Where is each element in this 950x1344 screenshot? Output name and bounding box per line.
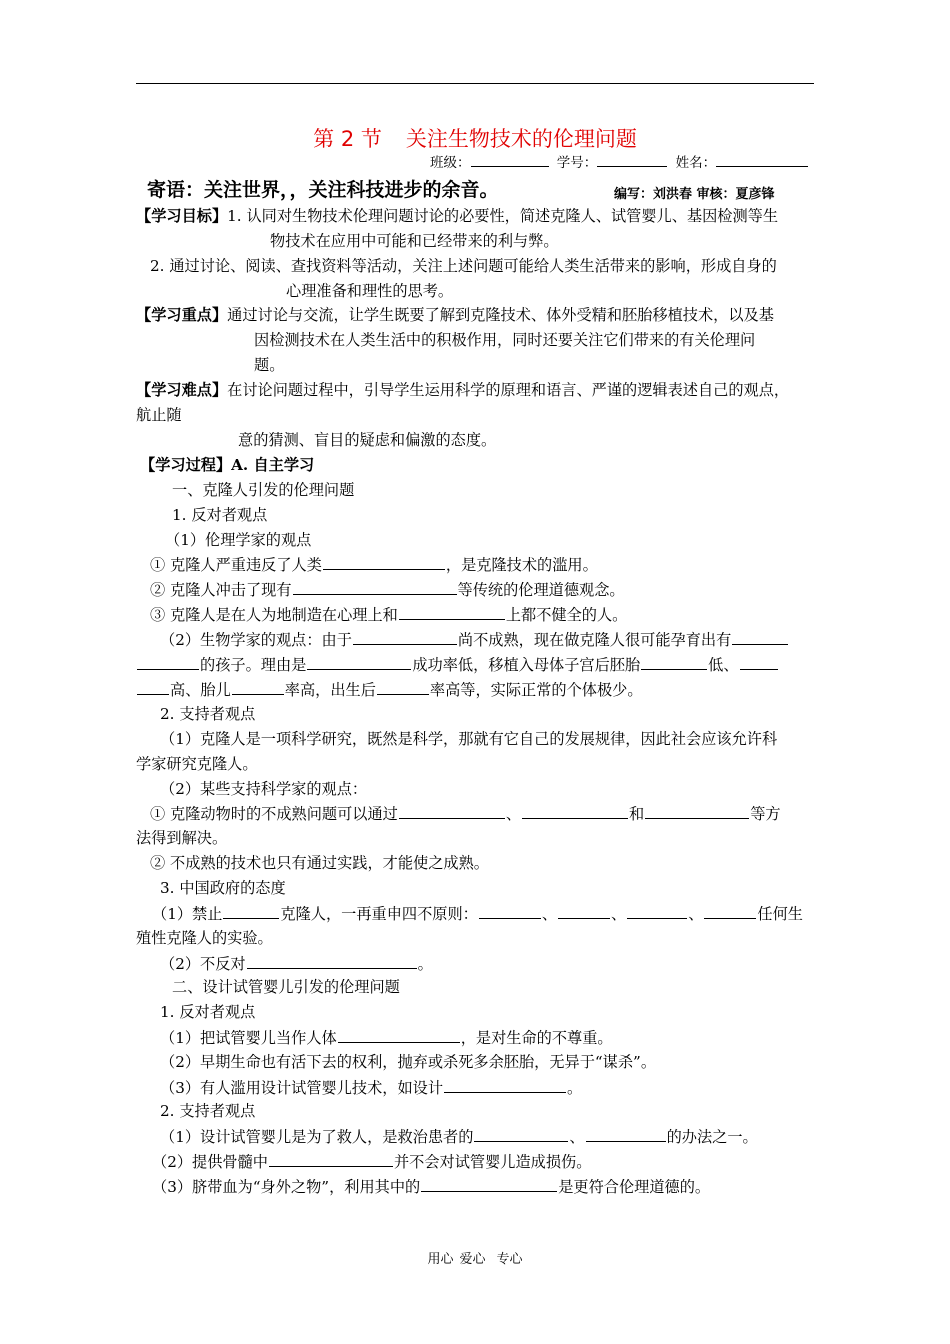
s1-sup1-b: 学家研究克隆人。 xyxy=(136,755,258,773)
blank[interactable] xyxy=(293,579,457,595)
class-blank[interactable] xyxy=(471,154,549,167)
blank[interactable] xyxy=(307,654,411,670)
blank[interactable] xyxy=(474,1126,568,1142)
s1-gov-2: （2）不反对 。 xyxy=(160,955,433,973)
blank[interactable] xyxy=(586,1126,666,1142)
s2-p1: （1）设计试管婴儿是为了救人，是救治患者的 、 的办法之一。 xyxy=(160,1128,758,1146)
number-label: 学号： xyxy=(556,155,598,171)
blank[interactable] xyxy=(704,903,756,919)
blank[interactable] xyxy=(323,554,445,570)
difficulty-line-3: 意的猜测、盲目的疑虑和偏激的态度。 xyxy=(238,431,497,449)
blank[interactable] xyxy=(444,1077,566,1093)
goals-label: 【学习目标】 xyxy=(136,207,228,225)
blank[interactable] xyxy=(641,654,707,670)
s2-oppose: 1. 反对者观点 xyxy=(160,1003,256,1021)
name-label: 姓名： xyxy=(675,155,717,171)
process-heading xyxy=(140,455,314,475)
blank[interactable] xyxy=(269,1151,393,1167)
header-rule xyxy=(136,83,814,84)
footer xyxy=(0,1248,950,1267)
s1-sup2: （2）某些支持科学家的观点： xyxy=(160,780,368,798)
blank[interactable] xyxy=(399,604,505,620)
focus-label: 【学习重点】 xyxy=(136,306,228,324)
focus-text: 通过讨论与交流，让学生既要了解到克隆技术、体外受精和胚胎移植技术，以及基 xyxy=(227,306,774,324)
blank[interactable] xyxy=(399,803,505,819)
blank[interactable] xyxy=(137,679,169,695)
blank[interactable] xyxy=(558,903,610,919)
s1-sup2-1-cont: 法得到解决。 xyxy=(136,829,228,847)
s2-o1: （1）把试管婴儿当作人体 ，是对生命的不尊重。 xyxy=(160,1029,613,1047)
process-sub: A. 自主学习 xyxy=(231,456,315,474)
motto: 寄语：关注世界，，关注科技进步的余音。 xyxy=(147,179,499,201)
number-blank[interactable] xyxy=(597,154,667,167)
goal-1-text: 1. 认同对生物技术伦理问题讨论的必要性，简述克隆人、试管婴儿、基因检测等生 xyxy=(227,207,779,225)
s1-gov: 3. 中国政府的态度 xyxy=(160,879,286,897)
page-title xyxy=(0,123,950,153)
s1-e2: ② 克隆人冲击了现有 等传统的伦理道德观念。 xyxy=(150,581,625,599)
blank[interactable] xyxy=(377,679,429,695)
section-name: 关注生物技术的伦理问题 xyxy=(405,127,637,151)
focus-line-2: 因检测技术在人类生活中的积极作用，同时还要关注它们带来的有关伦理问 xyxy=(254,331,756,349)
blank[interactable] xyxy=(479,903,541,919)
s1-bio-2: 的孩子。理由是 成功率低，移植入母体子宫后胚胎 低、 xyxy=(136,654,779,675)
s2-p3: （3）脐带血为“身外之物”，利用其中的 是更符合伦理道德的。 xyxy=(152,1178,711,1196)
focus-line-3: 题。 xyxy=(254,356,285,374)
s1-e1: ① 克隆人严重违反了人类 ，是克隆技术的滥用。 xyxy=(150,556,598,574)
s2-support: 2. 支持者观点 xyxy=(160,1102,256,1120)
editors: 编写：刘洪春 审核：夏彦锋 xyxy=(614,187,775,202)
goals-line-3: 2. 通过讨论、阅读、查找资料等活动，关注上述问题可能给人类生活带来的影响，形成自身的 xyxy=(150,257,777,275)
goals-line-2: 物技术在应用中可能和已经带来的利与弊。 xyxy=(270,232,559,250)
class-label: 班级： xyxy=(430,155,471,171)
difficulty-label: 【学习难点】 xyxy=(136,381,228,399)
s1-e3: ③ 克隆人是在人为地制造在心理上和 上都不健全的人。 xyxy=(150,606,628,624)
blank[interactable] xyxy=(522,803,628,819)
blank[interactable] xyxy=(627,903,687,919)
s2-p2: （2）提供骨髓中 并不会对试管婴儿造成损伤。 xyxy=(152,1153,592,1171)
s1-bio-3: 高、胎儿 率高，出生后 率高等，实际正常的个体极少。 xyxy=(136,679,643,700)
name-blank[interactable] xyxy=(716,154,808,167)
s1-support: 2. 支持者观点 xyxy=(160,705,256,723)
s1-title: 一、克隆人引发的伦理问题 xyxy=(172,481,355,499)
blank[interactable] xyxy=(353,629,457,645)
blank[interactable] xyxy=(232,679,284,695)
s1-bio-1: （2）生物学家的观点：由于 尚不成熟，现在做克隆人很可能孕育出有 xyxy=(160,629,789,650)
blank[interactable] xyxy=(338,1027,460,1043)
s1-gov-1: （1）禁止 克隆人，一再重申四不原则： 、 、 、 任何生 xyxy=(152,905,803,923)
blank[interactable] xyxy=(137,654,199,670)
blank[interactable] xyxy=(247,953,417,969)
s1-sup2-2: ② 不成熟的技术也只有通过实践，才能使之成熟。 xyxy=(150,854,489,872)
difficulty-line-2: 航止随 xyxy=(136,406,182,424)
s1-sup2-1: ① 克隆动物时的不成熟问题可以通过 、 和 等方 xyxy=(150,805,781,823)
s2-title: 二、设计试管婴儿引发的伦理问题 xyxy=(172,978,400,996)
student-info xyxy=(430,151,808,171)
s1-gov-1-cont: 殖性克隆人的实验。 xyxy=(136,929,273,947)
blank[interactable] xyxy=(223,903,279,919)
focus-line-1 xyxy=(136,305,774,325)
blank[interactable] xyxy=(740,654,778,670)
section-number: 第 2 节 xyxy=(313,127,382,151)
blank[interactable] xyxy=(732,629,788,645)
blank[interactable] xyxy=(421,1176,557,1192)
s2-o2: （2）早期生命也有活下去的权利，抛弃或杀死多余胚胎，无异于“谋杀”。 xyxy=(160,1053,657,1071)
difficulty-line-1 xyxy=(136,380,789,400)
goals-line-1 xyxy=(136,206,778,226)
blank[interactable] xyxy=(645,803,749,819)
s1-ethicist: （1）伦理学家的观点 xyxy=(165,531,312,549)
goals-line-4: 心理准备和理性的思考。 xyxy=(286,282,454,300)
process-label: 【学习过程】 xyxy=(140,456,232,474)
difficulty-text: 在讨论问题过程中，引导学生运用科学的原理和语言、严谨的逻辑表述自己的观点， xyxy=(227,381,790,399)
s2-o3: （3）有人滥用设计试管婴儿技术，如设计 。 xyxy=(160,1079,583,1097)
s1-sup1-a: （1）克隆人是一项科学研究，既然是科学，那就有它自己的发展规律，因此社会应该允许科 xyxy=(160,730,778,748)
footer-word-1: 用心 xyxy=(427,1252,454,1267)
footer-word-3: 专心 xyxy=(496,1252,523,1267)
footer-word-2: 爱心 xyxy=(459,1252,486,1267)
s1-oppose: 1. 反对者观点 xyxy=(172,506,268,524)
